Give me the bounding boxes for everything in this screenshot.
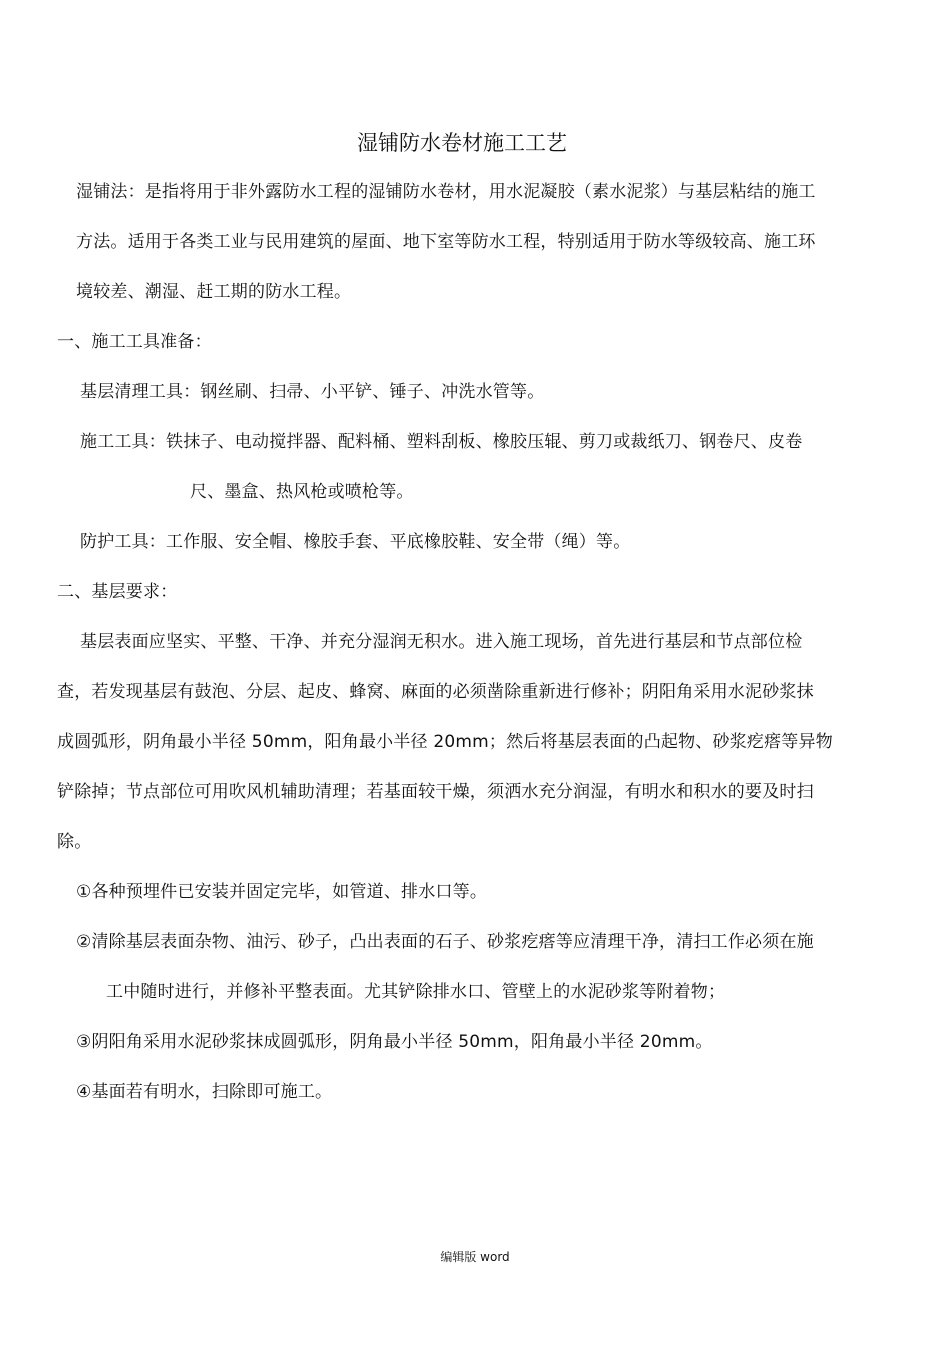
page-footer: 编辑版 word xyxy=(440,1250,510,1264)
section-heading: 一、施工工具准备： xyxy=(57,332,212,352)
intro-line: 境较差、潮湿、赶工期的防水工程。 xyxy=(76,282,352,302)
section-heading: 二、基层要求： xyxy=(57,582,178,602)
list-item: ①各种预埋件已安装并固定完毕，如管道、排水口等。 xyxy=(76,882,488,902)
paragraph-line: 成圆弧形，阴角最小半径 50mm，阳角最小半径 20mm；然后将基层表面的凸起物、砂浆疙瘩等异物 xyxy=(57,732,833,752)
document-title: 湿铺防水卷材施工工艺 xyxy=(357,131,567,155)
base-cleaning-tools: 基层清理工具：钢丝刷、扫帚、小平铲、锤子、冲洗水管等。 xyxy=(80,382,545,402)
paragraph-line: 查，若发现基层有鼓泡、分层、起皮、蜂窝、麻面的必须凿除重新进行修补；阴阳角采用水泥砂浆抹 xyxy=(57,682,814,702)
list-item: 工中随时进行，并修补平整表面。尤其铲除排水口、管壁上的水泥砂浆等附着物； xyxy=(106,982,726,1002)
list-item: ③阴阳角采用水泥砂浆抹成圆弧形，阴角最小半径 50mm，阳角最小半径 20mm。 xyxy=(76,1032,713,1052)
intro-line: 湿铺法：是指将用于非外露防水工程的湿铺防水卷材，用水泥凝胶（素水泥浆）与基层粘结的施工 xyxy=(76,182,816,202)
construction-tools: 施工工具：铁抹子、电动搅拌器、配料桶、塑料刮板、橡胶压辊、剪刀或裁纸刀、钢卷尺、皮卷 xyxy=(80,432,803,452)
list-item: ②清除基层表面杂物、油污、砂子，凸出表面的石子、砂浆疙瘩等应清理干净，清扫工作必须在施 xyxy=(76,932,814,952)
intro-line: 方法。适用于各类工业与民用建筑的屋面、地下室等防水工程，特别适用于防水等级较高、施工环 xyxy=(76,232,816,252)
paragraph-line: 铲除掉；节点部位可用吹风机辅助清理；若基面较干燥，须洒水充分润湿，有明水和积水的要及时扫 xyxy=(57,782,814,802)
paragraph-line: 基层表面应坚实、平整、干净、并充分湿润无积水。进入施工现场，首先进行基层和节点部位检 xyxy=(80,632,803,652)
construction-tools: 尺、墨盒、热风枪或喷枪等。 xyxy=(190,482,414,502)
protective-tools: 防护工具：工作服、安全帽、橡胶手套、平底橡胶鞋、安全带（绳）等。 xyxy=(80,532,631,552)
paragraph-line: 除。 xyxy=(57,832,92,852)
list-item: ④基面若有明水，扫除即可施工。 xyxy=(76,1082,333,1102)
